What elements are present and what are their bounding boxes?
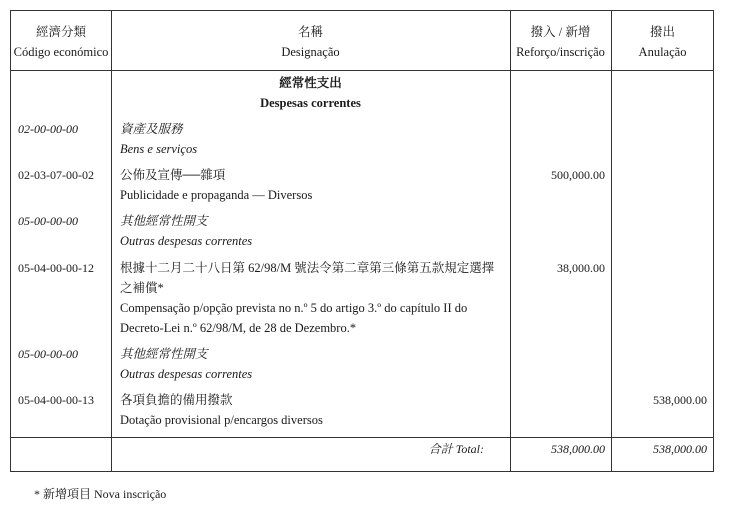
- total-label: 合計 Total:: [428, 442, 484, 456]
- column-divider: [510, 11, 511, 471]
- total-divider: [11, 437, 713, 438]
- row-code: 05-00-00-00: [18, 214, 78, 228]
- row-designation-zh: 公佈及宣傳──雜項: [120, 168, 226, 182]
- total-anulacao-amount: 538,000.00: [653, 442, 707, 456]
- header-reforco-pt: Reforço/inscrição: [516, 45, 605, 59]
- header-designation-zh: 名稱: [297, 25, 323, 39]
- section-title: [111, 73, 510, 113]
- row-designation: [120, 165, 510, 205]
- column-divider: [611, 11, 612, 471]
- row-designation: [120, 344, 510, 384]
- row-designation-pt: Outras despesas correntes: [120, 367, 253, 381]
- row-code: 05-04-00-00-12: [18, 261, 94, 275]
- row-designation: [120, 211, 510, 251]
- budget-table: [10, 10, 714, 472]
- row-reforco-amount: 38,000.00: [557, 261, 605, 275]
- row-anulacao-amount: 538,000.00: [653, 393, 707, 407]
- row-designation-zh: 各項負擔的備用撥款: [120, 393, 233, 407]
- header-anulacao-pt: Anulação: [638, 45, 687, 59]
- row-code: 02-00-00-00: [18, 122, 78, 136]
- section-title-zh: 經常性支出: [279, 76, 342, 90]
- section-title-pt: Despesas correntes: [260, 96, 361, 110]
- footnote: * 新增項目 Nova inscrição: [34, 487, 167, 501]
- row-designation: [120, 258, 510, 338]
- row-designation-pt-cont: Decreto-Lei n.º 62/98/M, de 28 de Dezembro.*: [120, 321, 357, 335]
- header-code-pt: Código económico: [13, 45, 109, 59]
- total-reforco-amount: 538,000.00: [551, 442, 605, 456]
- row-code: 02-03-07-00-02: [18, 168, 94, 182]
- header-anulacao-zh: 撥出: [649, 25, 675, 39]
- header-designation-pt: Designação: [281, 45, 340, 59]
- header-divider: [11, 70, 713, 71]
- header-reforco-zh: 撥入 / 新增: [530, 25, 591, 39]
- row-designation-zh-cont: 之補償*: [120, 281, 164, 295]
- row-designation-zh: 其他經常性開支: [120, 214, 208, 228]
- row-code: 05-00-00-00: [18, 347, 78, 361]
- header-code: [11, 22, 111, 62]
- row-code: 05-04-00-00-13: [18, 393, 94, 407]
- row-designation-pt: Publicidade e propaganda — Diversos: [120, 188, 313, 202]
- row-designation-pt: Compensação p/opção prevista no n.º 5 do artigo 3.º do capítulo II do: [120, 301, 468, 315]
- row-designation-zh: 資產及服務: [120, 122, 183, 136]
- header-anulacao: [611, 22, 714, 62]
- row-designation-pt: Outras despesas correntes: [120, 234, 253, 248]
- header-code-zh: 經濟分類: [35, 25, 86, 39]
- row-designation-zh: 其他經常性開支: [120, 347, 208, 361]
- row-designation: [120, 390, 510, 430]
- row-designation-pt: Bens e serviços: [120, 142, 198, 156]
- row-designation-zh: 根據十二月二十八日第 62/98/M 號法令第二章第三條第五款規定選擇: [120, 261, 495, 275]
- header-designation: [111, 22, 510, 62]
- row-reforco-amount: 500,000.00: [551, 168, 605, 182]
- header-reforco: [510, 22, 611, 62]
- row-designation: [120, 119, 510, 159]
- row-designation-pt: Dotação provisional p/encargos diversos: [120, 413, 323, 427]
